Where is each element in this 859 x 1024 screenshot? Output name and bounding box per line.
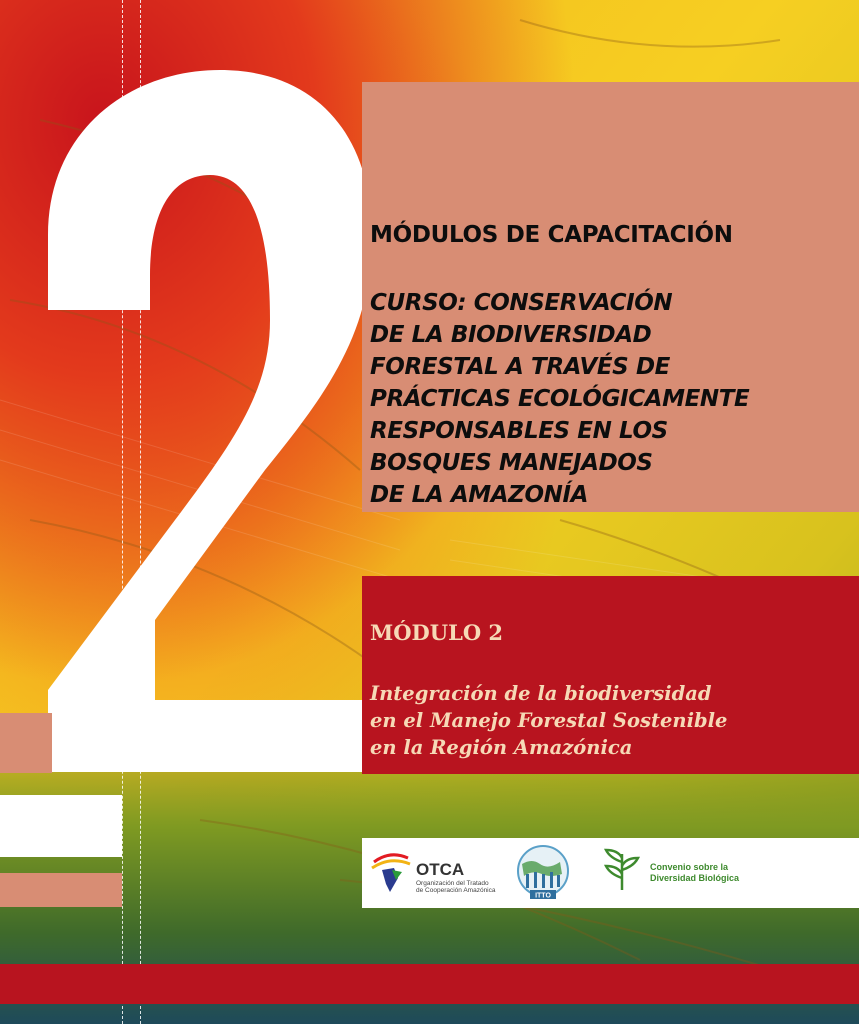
cbd-name-line: Convenio sobre la (650, 862, 729, 872)
module-panel (362, 576, 859, 774)
cbd-name-line: Diversidad Biológica (650, 873, 740, 883)
course-title-line: PRÁCTICAS ECOLÓGICAMENTE (370, 386, 750, 412)
otca-logo-icon (368, 848, 414, 894)
otca-name: OTCA (416, 860, 465, 879)
course-title-line: DE LA BIODIVERSIDAD (370, 322, 652, 348)
module-subtitle-line: Integración de la biodiversidad (370, 682, 712, 705)
cbd-name (650, 862, 739, 884)
otca-logo (368, 848, 498, 898)
title-panel (362, 82, 859, 512)
otca-tagline (416, 880, 506, 894)
sponsor-logos-panel (362, 838, 859, 908)
module-subtitle (370, 680, 727, 761)
decorative-block (0, 795, 122, 857)
series-title: MÓDULOS DE CAPACITACIÓN (370, 222, 733, 248)
decorative-strip (0, 873, 122, 907)
otca-tagline-line: de Cooperación Amazónica (416, 887, 496, 894)
itto-globe-trees-icon (512, 844, 574, 902)
cbd-leaf-icon (602, 848, 642, 892)
course-title-line: FORESTAL A TRAVÉS DE (370, 354, 670, 380)
course-title-line: RESPONSABLES EN LOS (370, 418, 668, 444)
decorative-strip (0, 713, 52, 773)
bottom-band (0, 964, 859, 1004)
module-subtitle-line: en la Región Amazónica (370, 736, 633, 759)
otca-tagline-line: Organización del Tratado (416, 880, 489, 887)
module-label: MÓDULO 2 (370, 620, 504, 645)
course-title-line: BOSQUES MANEJADOS (370, 450, 653, 476)
itto-name: ITTO (535, 892, 551, 900)
module-subtitle-line: en el Manejo Forestal Sostenible (370, 709, 728, 732)
course-title-line: DE LA AMAZONÍA (370, 482, 588, 508)
big-number-two-graphic (0, 0, 400, 820)
cbd-logo (602, 848, 802, 898)
course-title (370, 287, 749, 511)
course-title-line: CURSO: CONSERVACIÓN (370, 290, 673, 316)
